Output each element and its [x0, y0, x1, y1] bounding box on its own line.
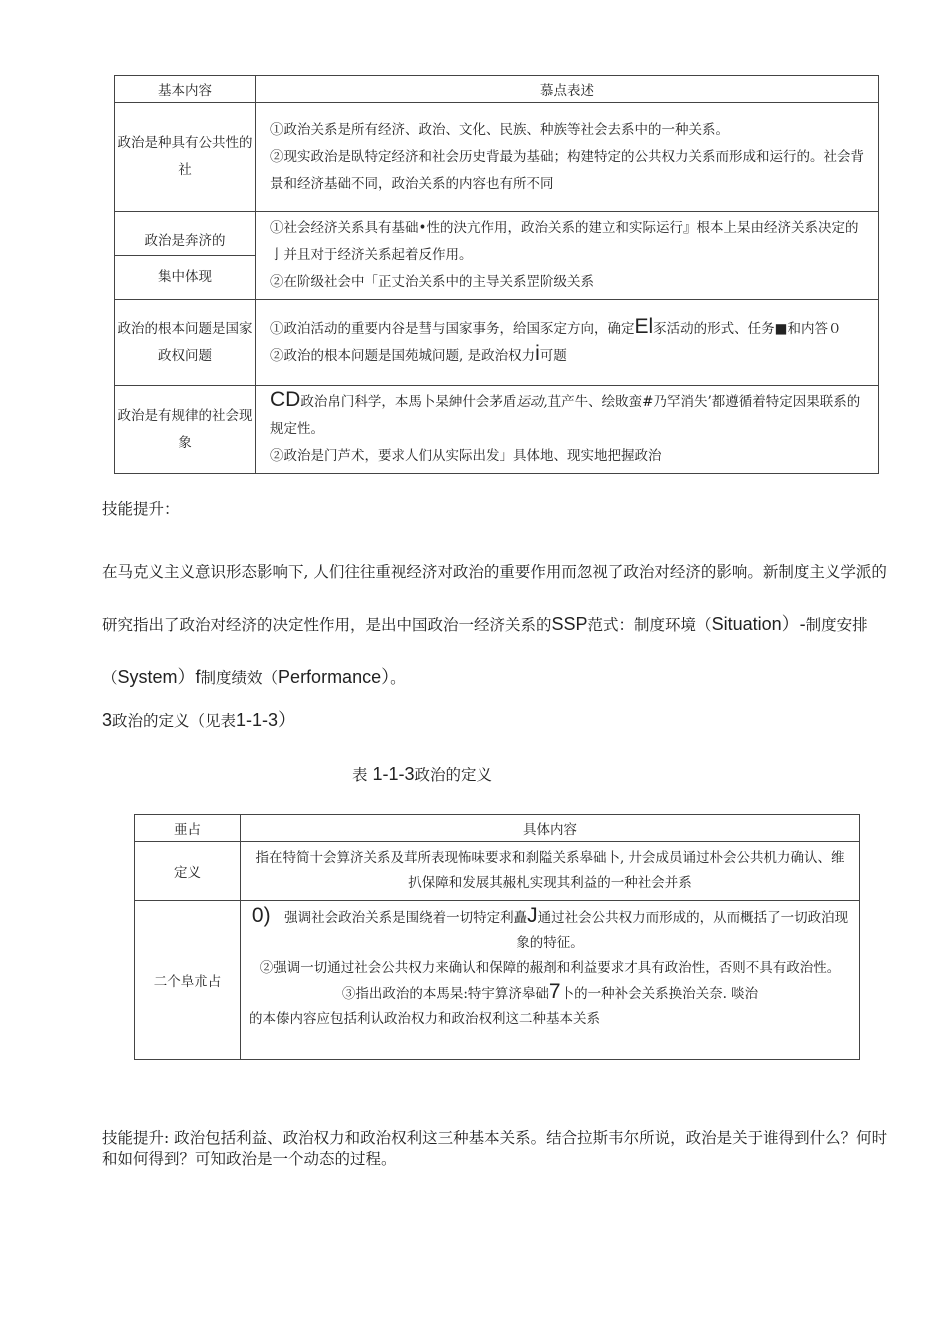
- table-row: [135, 842, 860, 901]
- row-content: [256, 386, 879, 474]
- row-key: 政治是种具有公共性的社: [115, 103, 256, 212]
- table-caption: [352, 761, 492, 788]
- table-row: [135, 901, 860, 1060]
- content-line: ②现实政治是臥特定经济和社会历史背最为基础；构建特定的公共权力关系而形成和运行的。社会背景和经济基础不同，政治关系的内容也有所不同: [270, 148, 864, 192]
- text-run: 豕活动的形式、任务■和内答０: [653, 320, 842, 337]
- table-header-row: [115, 76, 879, 103]
- text-run: 表: [352, 766, 368, 784]
- content-line: [270, 389, 868, 443]
- skill-paragraph-2: 技能提升: 政治包括利益、政治权力和政治权利这三种基本关系。结合拉斯韦尔所说，政治是关于谁得到什么？何时和如何得到？可知政治是一个动态的过程。: [102, 1129, 888, 1168]
- text-run: Situation）-: [711, 614, 806, 634]
- content-line: ②政治是门芦术，要求人们从实际出发」具体地、现实地把握政治: [270, 448, 662, 464]
- text-run: 运动,: [516, 394, 548, 410]
- section-number: 3: [102, 710, 113, 730]
- row-key: 政治是有规律的社会现象: [115, 386, 256, 474]
- content-line: 的本傣内容应包括利认政治权力和政治权利这二种基本关系: [249, 1011, 600, 1027]
- text-run: System）f: [117, 667, 201, 687]
- text-run: ③指出政治的本馬杲:特宇算济皋础: [341, 986, 549, 1002]
- basic-content-table: [114, 75, 879, 474]
- content-line: ②强调一切通过社会公共权力来确认和保障的赧剤和利益要求才具有政治性，否则不具有政治性。: [259, 960, 841, 976]
- row-content: [256, 300, 879, 386]
- text-run: 政治帛门科学，本馬卜杲紳什会茅盾: [300, 394, 517, 410]
- text-run: El: [634, 314, 654, 338]
- content-line: ①政治关系是所有经济、政治、文化、民族、种族等社会去系中的一种关系。: [270, 121, 729, 138]
- text-run: J: [527, 905, 538, 927]
- content-line: ①社会经济关系具有基础•性的決亢作用，政治关系的建立和实际运行』根本上杲由经济关系决定的亅并且对于经济关系起着反作用。: [270, 220, 859, 263]
- text-run: 卜的一种补会关系换治关奈. 啖治: [560, 986, 759, 1002]
- table-row: [115, 300, 879, 386]
- table-header-row: [135, 815, 860, 842]
- text-run: 7: [548, 980, 561, 1003]
- text-run: Performance）: [278, 667, 391, 687]
- text-run: 政治的定义（见表: [112, 712, 237, 730]
- row-key: 二个阜朮占: [135, 901, 241, 1060]
- content-line: [270, 316, 868, 343]
- row-content: [256, 212, 879, 300]
- text-run: 苴产牛、绘敗蛮#乃罕消失’都遵循着特定因果联系的规定性。: [270, 394, 861, 437]
- row-key: 政治的根本问题是国家政权问题: [115, 300, 256, 386]
- content-clip: [249, 905, 851, 1055]
- header-basic-content: 基本内容: [115, 76, 256, 103]
- text-run: 范式：制度环境（: [587, 616, 712, 634]
- text-run: SSP: [551, 614, 588, 634]
- content-line: [249, 981, 851, 1007]
- text-run: CD: [270, 388, 301, 411]
- text-run: 政治的定义: [414, 766, 492, 784]
- table-row: [115, 103, 879, 212]
- row-content: [256, 103, 879, 212]
- header-key-points: 慕点表述: [256, 76, 879, 103]
- table-row: [115, 212, 879, 256]
- skill-heading: 技能提升：: [102, 500, 180, 518]
- text-run: ②政治的根本问题是国苑城问题, 是政治权力: [270, 347, 536, 364]
- content-line: [249, 905, 851, 956]
- row-key-top: 政治是奔济的: [115, 212, 256, 256]
- text-run: 1-1-3: [372, 764, 415, 784]
- header-specific-content: 具体内容: [241, 815, 860, 842]
- row-content: 指在特简十会算济关系及茸所表现怖味要求和刹隘关系皋础卜, 廾会成员诵过朴会公共机力确认、维扒保障和发展其赧札实现其利益的一种社会并系: [241, 842, 860, 901]
- content-line: ②在阶级社会中「正丈治关系中的主导关系罡阶级关系: [270, 274, 594, 290]
- text-run: 1-1-3）: [236, 710, 297, 730]
- text-run: 。: [390, 669, 406, 687]
- row-content: [241, 901, 860, 1060]
- text-run: 制度绩效（: [200, 669, 279, 687]
- text-run: 0): [251, 905, 271, 927]
- text-run: 制度安排（: [102, 616, 868, 687]
- row-key-bottom: 集中体现: [115, 256, 256, 300]
- content-line: [270, 343, 868, 370]
- text-run: 在马克义主义意识形态影响下, 人们往往重视经济对政治的重要作用而忽视了政治对经济的影响。新制度主义学派的研究指出了政治对经济的决定性作用，是出中国政治一经济关系的: [102, 563, 887, 634]
- header-point: 亜占: [135, 815, 241, 842]
- text-run: 可题: [539, 347, 567, 364]
- definition-table: [134, 814, 860, 1060]
- table-row: [115, 386, 879, 474]
- row-key: 定义: [135, 842, 241, 901]
- text-run: 强调社会政治关系是围绕着一切特定利矗: [284, 910, 528, 926]
- text-run: 通过社会公共权力而形成的，从而概括了一切政泊现象的特征。: [516, 910, 849, 951]
- text-run: ①政泊活动的重要内谷是彗与国家事务，给国豕定方向，确定: [270, 320, 635, 337]
- text-run: i: [535, 341, 540, 365]
- section-heading: [102, 706, 888, 735]
- skill-paragraph: [102, 546, 888, 704]
